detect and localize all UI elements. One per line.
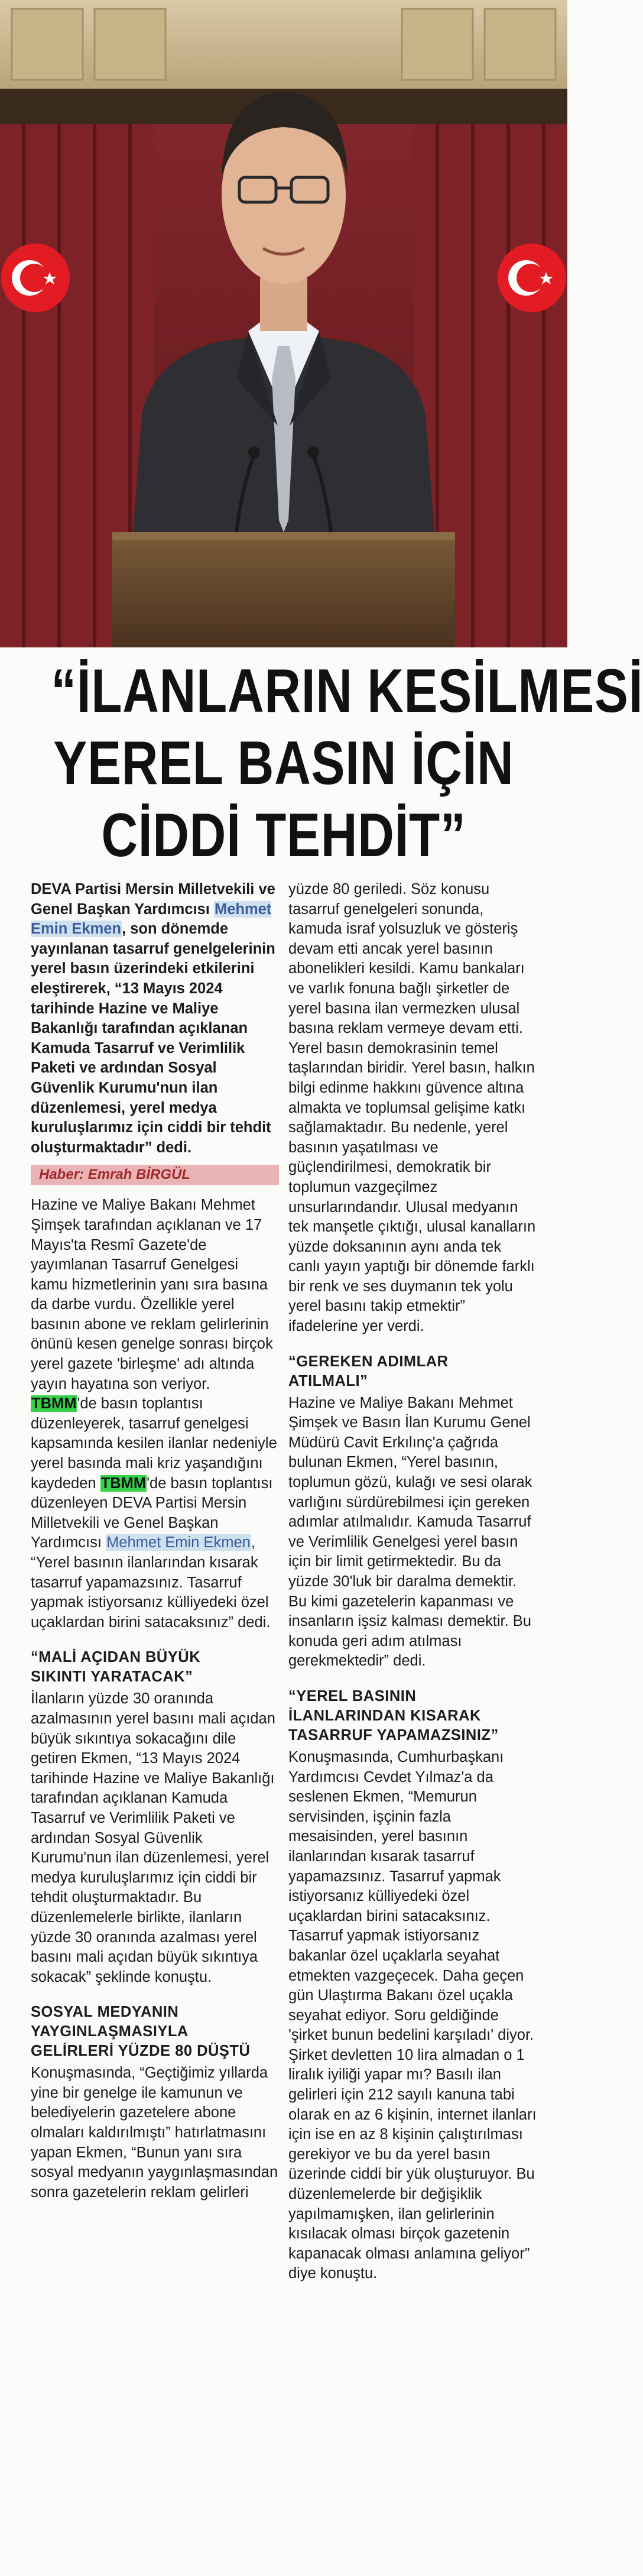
article-column-right bbox=[288, 880, 537, 2290]
body-paragraph: yüzde 80 geriledi. Söz konusu tasarruf genelgeleri sonunda, kamuda israf yolsuzluk ve gösteriş devam etti ancak yerel basının abonelikleri kesildi. Kamu bankaları ve varlık fonuna bağlı şirketler de yerel basına ilan vermezken ulusal basına reklam vermeye devam etti. Yerel basın demokrasinin temel taşlarından biridir. Yerel basın, halkın bilgi edinme hakkını güvence altına almakta ve toplumsal gelişime katkı sağlamaktadır. Bu nedenle, yerel basının yaşatılması ve güçlendirilmesi, demokratik bir toplumun vazgeçilmez unsurlarındandır. Ulusal medyanın tek manşetle çıktığı, ulusal kanalların yüzde doksanının aynı anda tek canlı yayın yaptığı bir dönemde farklı bir renk ve ses duymanın tek yolu yerel basını takip etmektir” ifadelerine yer verdi. bbox=[288, 881, 536, 1335]
body-text: 'de basın toplantısı düzenleyerek, tasarruf genelgesi kapsamında kesilen ilanlar nedeniyle yerel basında mali kriz yaşandığını kaydeden bbox=[31, 1395, 277, 1492]
body-paragraph bbox=[31, 1195, 279, 1632]
lead-text: , son dönemde yayınlanan tasarruf genelgelerinin yerel basın üzerindeki etkilerini eleştirerek, “13 Mayıs 2024 tarihinde Hazine ve Maliye Bakanlığı tarafından açıklanan Kamuda Tasarruf ve Verimlilik Paketi ve ardından Sosyal Güvenlik Kurumu'nun ilan düzenlemesi, yerel medya kuruluşlarımız için ciddi bir tehdit oluşturmaktadır” dedi. bbox=[31, 921, 275, 1156]
body-paragraph: Konuşmasında, Cumhurbaşkanı Yardımcısı Cevdet Yılmaz'a da seslenen Ekmen, “Memurun servisinden, işçinin fazla mesaisinden, yerel basının ilanlarından kısarak tasarruf yapamazsınız. Tasarruf yapmak istiyorsanız külliyedeki özel uçaklardan birini satacaksınız. Tasarruf yapmak istiyorsanız bakanlar özel uçaklarla seyahat etmekten vazgeçecek. Daha geçen gün Ulaştırma Bakanı özel uçakla seyahat ediyor. Soru geldiğinde 'şirket bunun bedelini karşıladı' diyor. Şirket devletten 10 lira almadan o 1 liralık iyiliği yapar mı? Basılı ilan gelirleri için 212 sayılı kanuna tabi olarak en az 6 kişinin, internet ilanları için ise en az 8 kişinin çalıştırılması gerekiyor ve bu da yerel basın üzerinde ciddi bir yük oluşturuyor. Bu düzenlemelerde bir değişiklik yapılmamışken, ilan gelirlerinin kısılacak olması birçok gazetenin kapanacak olması anlamına geliyor” diye konuştu. bbox=[288, 1748, 537, 2282]
subhead-line: TASARRUF YAPAMAZSINIZ” bbox=[288, 1726, 499, 1744]
parliament-speaker-illustration bbox=[0, 0, 567, 647]
headline-line: CİDDİ TEHDİT” bbox=[101, 801, 466, 870]
subhead-line: ATILMALI” bbox=[288, 1372, 368, 1389]
subhead-line: SOSYAL MEDYANIN bbox=[31, 2004, 179, 2021]
body-paragraph: İlanların yüzde 30 oranında azalmasının yerel basını mali açıdan büyük sıkıntıya sokacağını dile getiren Ekmen, “13 Mayıs 2024 tarihinde Hazine ve Maliye Bakanlığı tarafından açıklanan Kamuda Tasarruf ve Verimlilik Paketi ve ardından Sosyal Güvenlik Kurumu'nun ilan düzenlemesi, yerel medya kuruluşlarımız için ciddi bir tehdit oluşturmaktadır. Bu düzenlemelerle birlikte, ilanların yüzde 30 oranında azalması yerel basını mali açıdan büyük sıkıntıya sokacak” şeklinde konuştu. bbox=[31, 1690, 275, 1985]
subhead-line: “MALİ AÇIDAN BÜYÜK bbox=[31, 1649, 201, 1666]
article-photo bbox=[0, 0, 567, 647]
byline: Haber: Emrah BİRGÜL bbox=[31, 1165, 279, 1185]
subhead-line: GELİRLERİ YÜZDE 80 DÜŞTÜ bbox=[31, 2043, 251, 2060]
tbmm-highlight: TBMM bbox=[100, 1475, 147, 1492]
body-text: , “Yerel basının ilanlarından kısarak tasarruf yapamazsınız. Tasarruf yapmak istiyorsanız külliyedeki özel uçaklardan birini satacaksınız” dedi. bbox=[31, 1534, 271, 1631]
person-name-highlight: Mehmet Emin Ekmen bbox=[106, 1534, 251, 1551]
section-subhead bbox=[288, 1352, 537, 1391]
body-text: Hazine ve Maliye Bakanı Mehmet Şimşek tarafından açıklanan ve 17 Mayıs'ta Resmî Gazete'de yayımlanan Tasarruf Genelgesi kamu hizmetlerinin yanı sıra basına da darbe vurdu. Özellikle yerel basının abone ve reklam gelirlerinin önünü kesen genelge sonrası birçok yerel gazete 'birleşme' adı altında yayın hayatına son veriyor. bbox=[31, 1197, 273, 1392]
body-paragraph: Konuşmasında, “Geçtiğimiz yıllarda yine bir genelge ile kamunun ve belediyelerin gazetelere abone olmaları kaldırılmıştı” hatırlatmasını yapan Ekmen, “Bunun yanı sıra sosyal medyanın yaygınlaşmasından sonra gazetelerin reklam gelirleri bbox=[31, 2065, 278, 2201]
person-name-highlight: Mehmet Emin Ekmen bbox=[31, 900, 272, 938]
section-subhead bbox=[31, 1648, 279, 1687]
body-paragraph: Hazine ve Maliye Bakanı Mehmet Şimşek ve Basın İlan Kurumu Genel Müdürü Cavit Erkılınç'a çağrıda bulunan Ekmen, “Yerel basının, toplumun gözü, kulağı ve sesi olarak varlığını sürdürebilmesi için gereken adımlar atılmalıdır. Kamuda Tasarruf ve Verimlilik Genelgesi yerel basın için bir limit getirmektedir. Bu da yüzde 30'luk bir daralma demektir. Bu kimi gazetelerin kapanması ve insanların işsiz kalması demektir. Bu konuda geri adım atılması gerekmektedir” dedi. bbox=[288, 1394, 532, 1670]
subhead-line: İLANLARINDAN KISARAK bbox=[288, 1707, 481, 1724]
subhead-line: “GEREKEN ADIMLAR bbox=[288, 1353, 449, 1370]
subhead-line: “YEREL BASININ bbox=[288, 1687, 417, 1705]
article-headline bbox=[51, 655, 643, 871]
lead-text: DEVA Partisi Mersin Milletvekili ve Genel Başkan Yardımcısı bbox=[31, 881, 275, 918]
lead-paragraph bbox=[31, 880, 279, 1158]
crescent-star-emblem-left bbox=[1, 244, 70, 312]
headline-line: “İLANLARIN KESİLMESİ bbox=[51, 657, 643, 725]
headline-line: YEREL BASIN İÇİN bbox=[53, 729, 514, 798]
section-subhead bbox=[31, 2003, 279, 2061]
crescent-star-emblem-right bbox=[498, 244, 566, 312]
tbmm-highlight: TBMM bbox=[31, 1395, 77, 1412]
article-column-left bbox=[31, 880, 279, 2208]
subhead-line: YAYGINLAŞMASIYLA bbox=[31, 2023, 189, 2040]
section-subhead bbox=[288, 1687, 537, 1745]
body-text: 'de basın toplantısı düzenleyen DEVA Partisi Mersin Milletvekili ve Genel Başkan Yardımcısı bbox=[31, 1475, 273, 1551]
subhead-line: SIKINTI YARATACAK” bbox=[31, 1668, 193, 1686]
